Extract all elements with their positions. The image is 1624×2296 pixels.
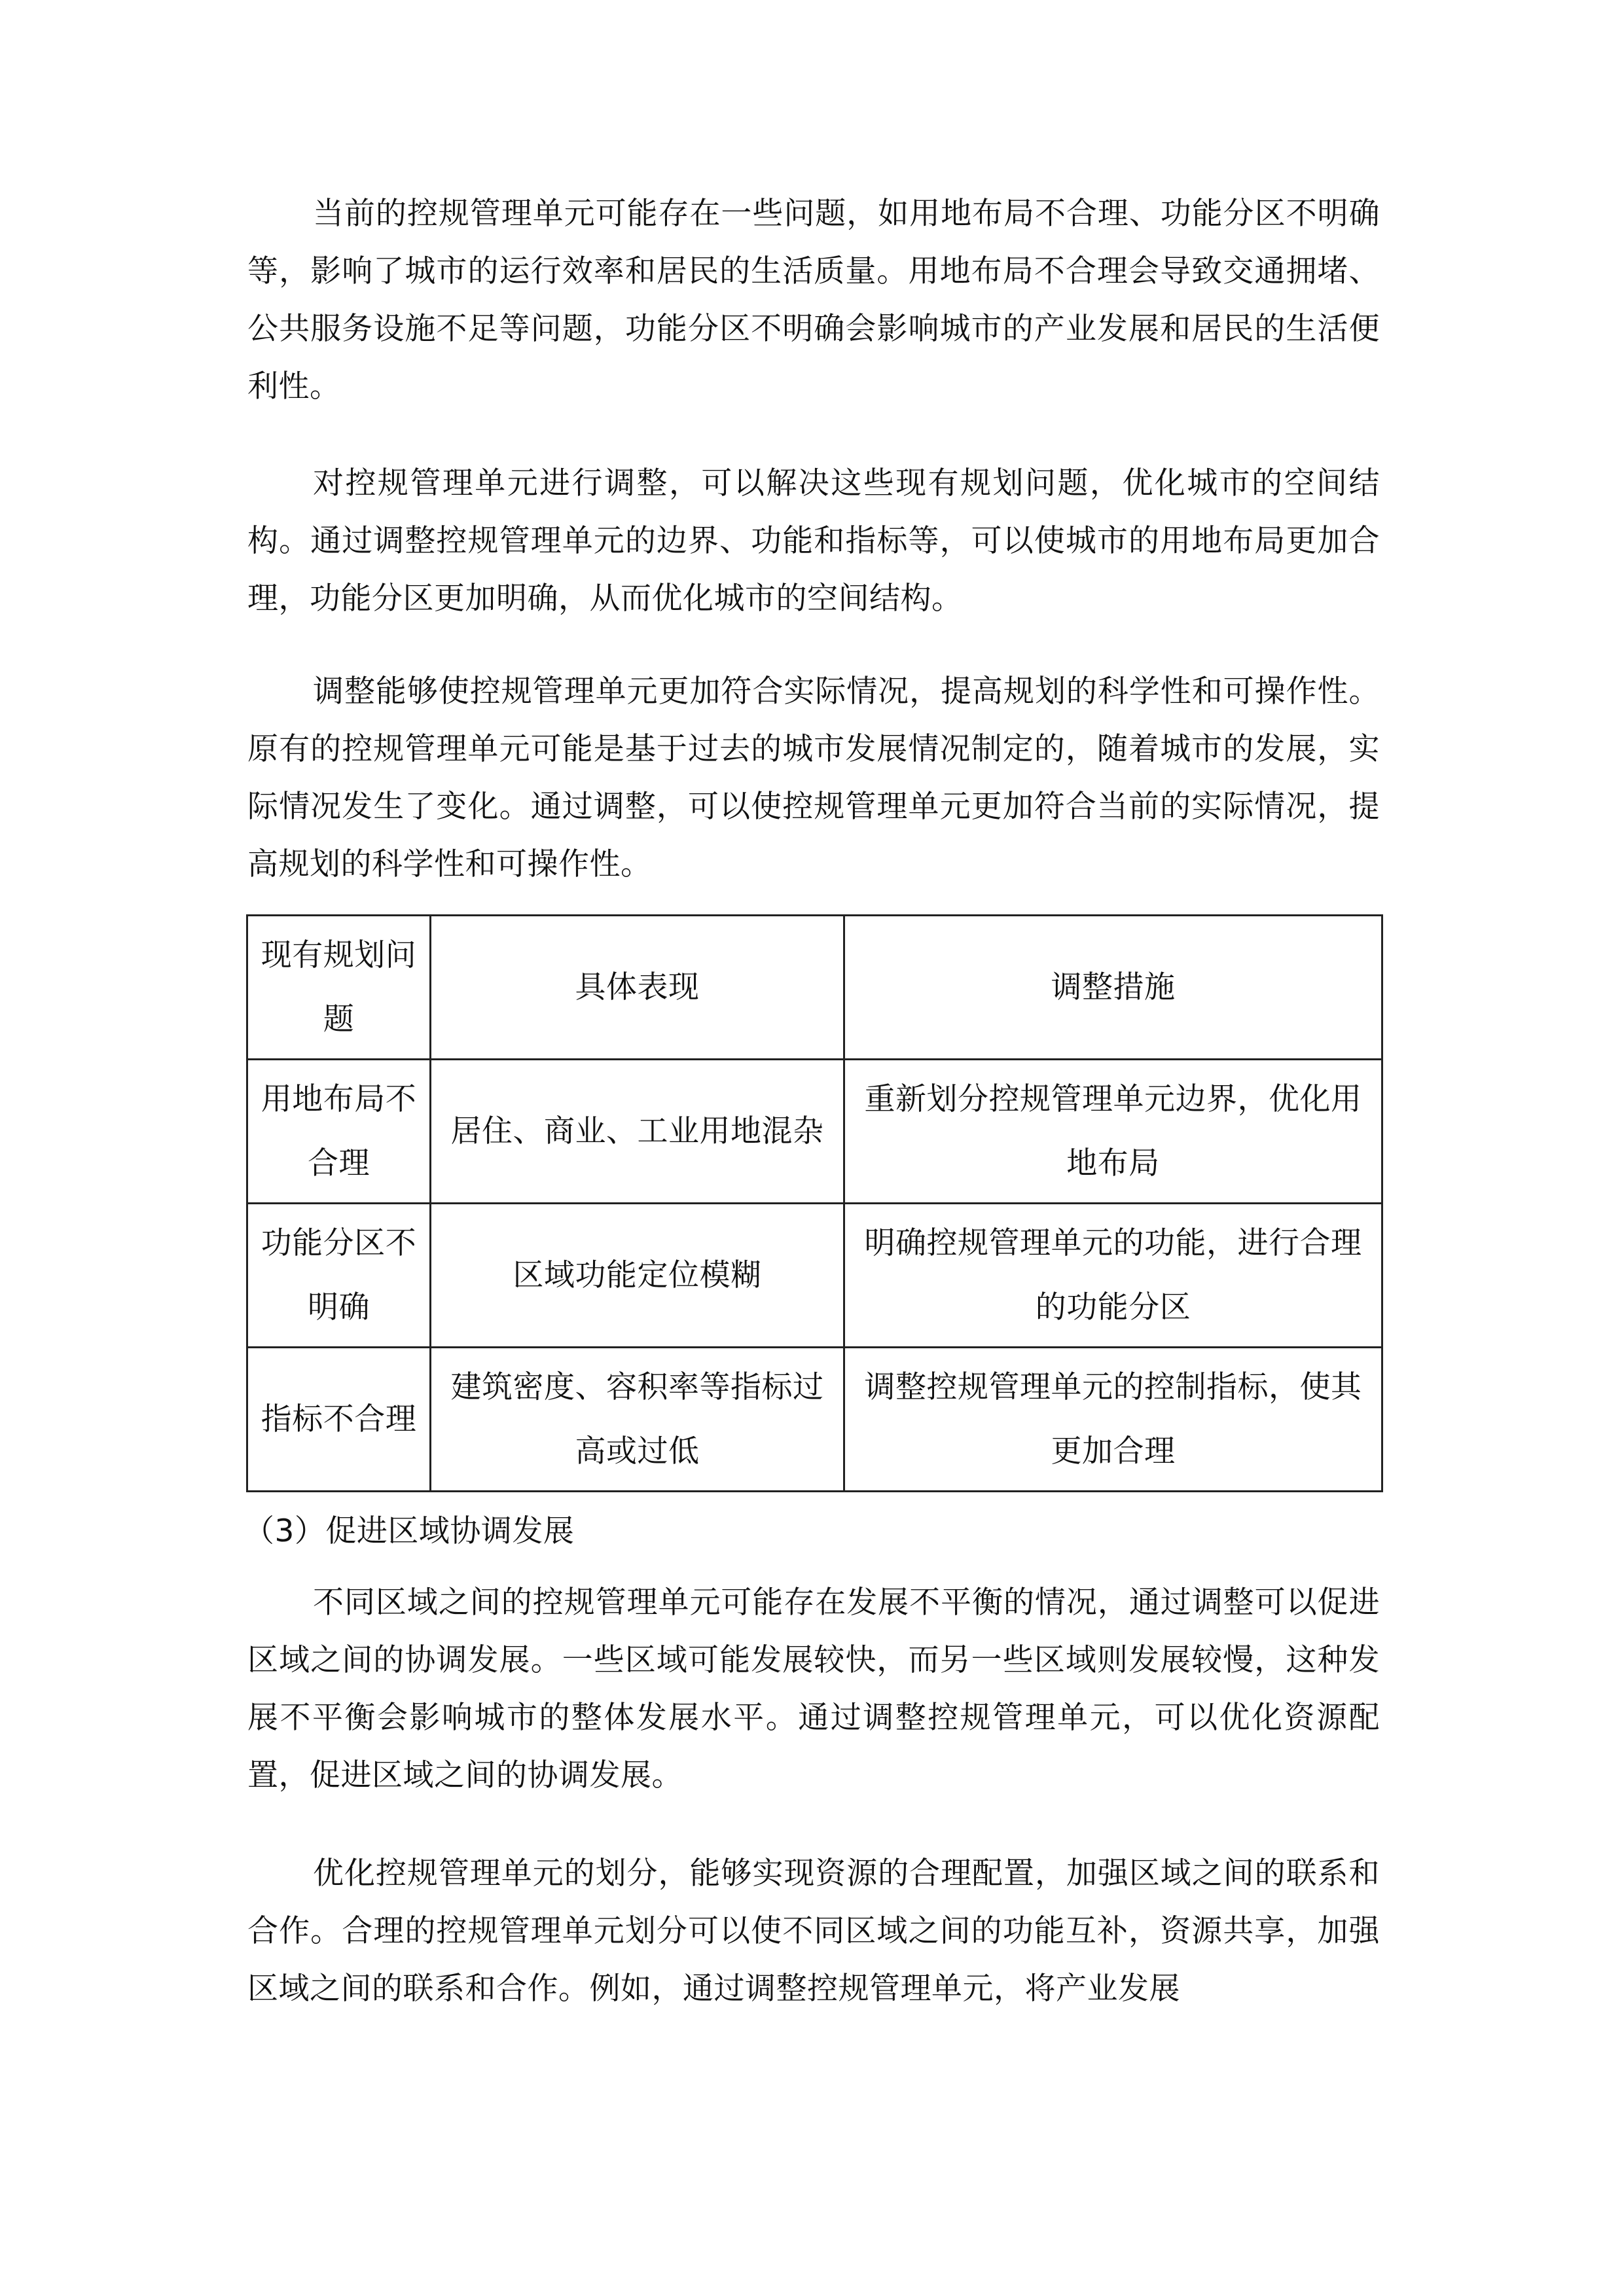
table-cell: 用地布局不合理 xyxy=(247,1060,431,1204)
table-cell: 功能分区不明确 xyxy=(247,1204,431,1348)
table-cell: 建筑密度、容积率等指标过高或过低 xyxy=(431,1348,844,1492)
table-header-row xyxy=(247,916,1382,1060)
paragraph-resource-allocation: 优化控规管理单元的划分，能够实现资源的合理配置，加强区域之间的联系和合作。合理的控规管理单元划分可以使不同区域之间的功能互补，资源共享，加强区域之间的联系和合作。例如，通过调整控规管理单元，将产业发展 xyxy=(247,1856,1380,2007)
table-cell: 区域功能定位模糊 xyxy=(431,1204,844,1348)
table-cell: 居住、商业、工业用地混杂 xyxy=(431,1060,844,1204)
table-cell: 指标不合理 xyxy=(247,1348,431,1492)
planning-issues-table xyxy=(246,914,1383,1492)
table-cell: 调整控规管理单元的控制指标，使其更加合理 xyxy=(844,1348,1382,1492)
table-header-cell: 调整措施 xyxy=(844,916,1382,1060)
table-cell: 明确控规管理单元的功能，进行合理的功能分区 xyxy=(844,1204,1382,1348)
table-cell: 重新划分控规管理单元边界，优化用地布局 xyxy=(844,1060,1382,1204)
table-header-cell: 现有规划问题 xyxy=(247,916,431,1060)
paragraph-regional-balance: 不同区域之间的控规管理单元可能存在发展不平衡的情况，通过调整可以促进区域之间的协调发展。一些区域可能发展较快，而另一些区域则发展较慢，这种发展不平衡会影响城市的整体发展水平。通过调整控规管理单元，可以优化资源配置，促进区域之间的协调发展。 xyxy=(247,1585,1380,1793)
table-row xyxy=(247,1204,1382,1348)
section-heading: （3）促进区域协调发展 xyxy=(244,1513,575,1549)
table-row xyxy=(247,1348,1382,1492)
paragraph-fit-reality: 调整能够使控规管理单元更加符合实际情况，提高规划的科学性和可操作性。原有的控规管理单元可能是基于过去的城市发展情况制定的，随着城市的发展，实际情况发生了变化。通过调整，可以使控规管理单元更加符合当前的实际情况，提高规划的科学性和可操作性。 xyxy=(247,673,1380,882)
table-row xyxy=(247,1060,1382,1204)
paragraph-optimize-structure: 对控规管理单元进行调整，可以解决这些现有规划问题，优化城市的空间结构。通过调整控规管理单元的边界、功能和指标等，可以使城市的用地布局更加合理，功能分区更加明确，从而优化城市的空间结构。 xyxy=(247,465,1380,617)
table-header-cell: 具体表现 xyxy=(431,916,844,1060)
paragraph-problems: 当前的控规管理单元可能存在一些问题，如用地布局不合理、功能分区不明确等，影响了城市的运行效率和居民的生活质量。用地布局不合理会导致交通拥堵、公共服务设施不足等问题，功能分区不明确会影响城市的产业发展和居民的生活便利性。 xyxy=(247,196,1380,404)
